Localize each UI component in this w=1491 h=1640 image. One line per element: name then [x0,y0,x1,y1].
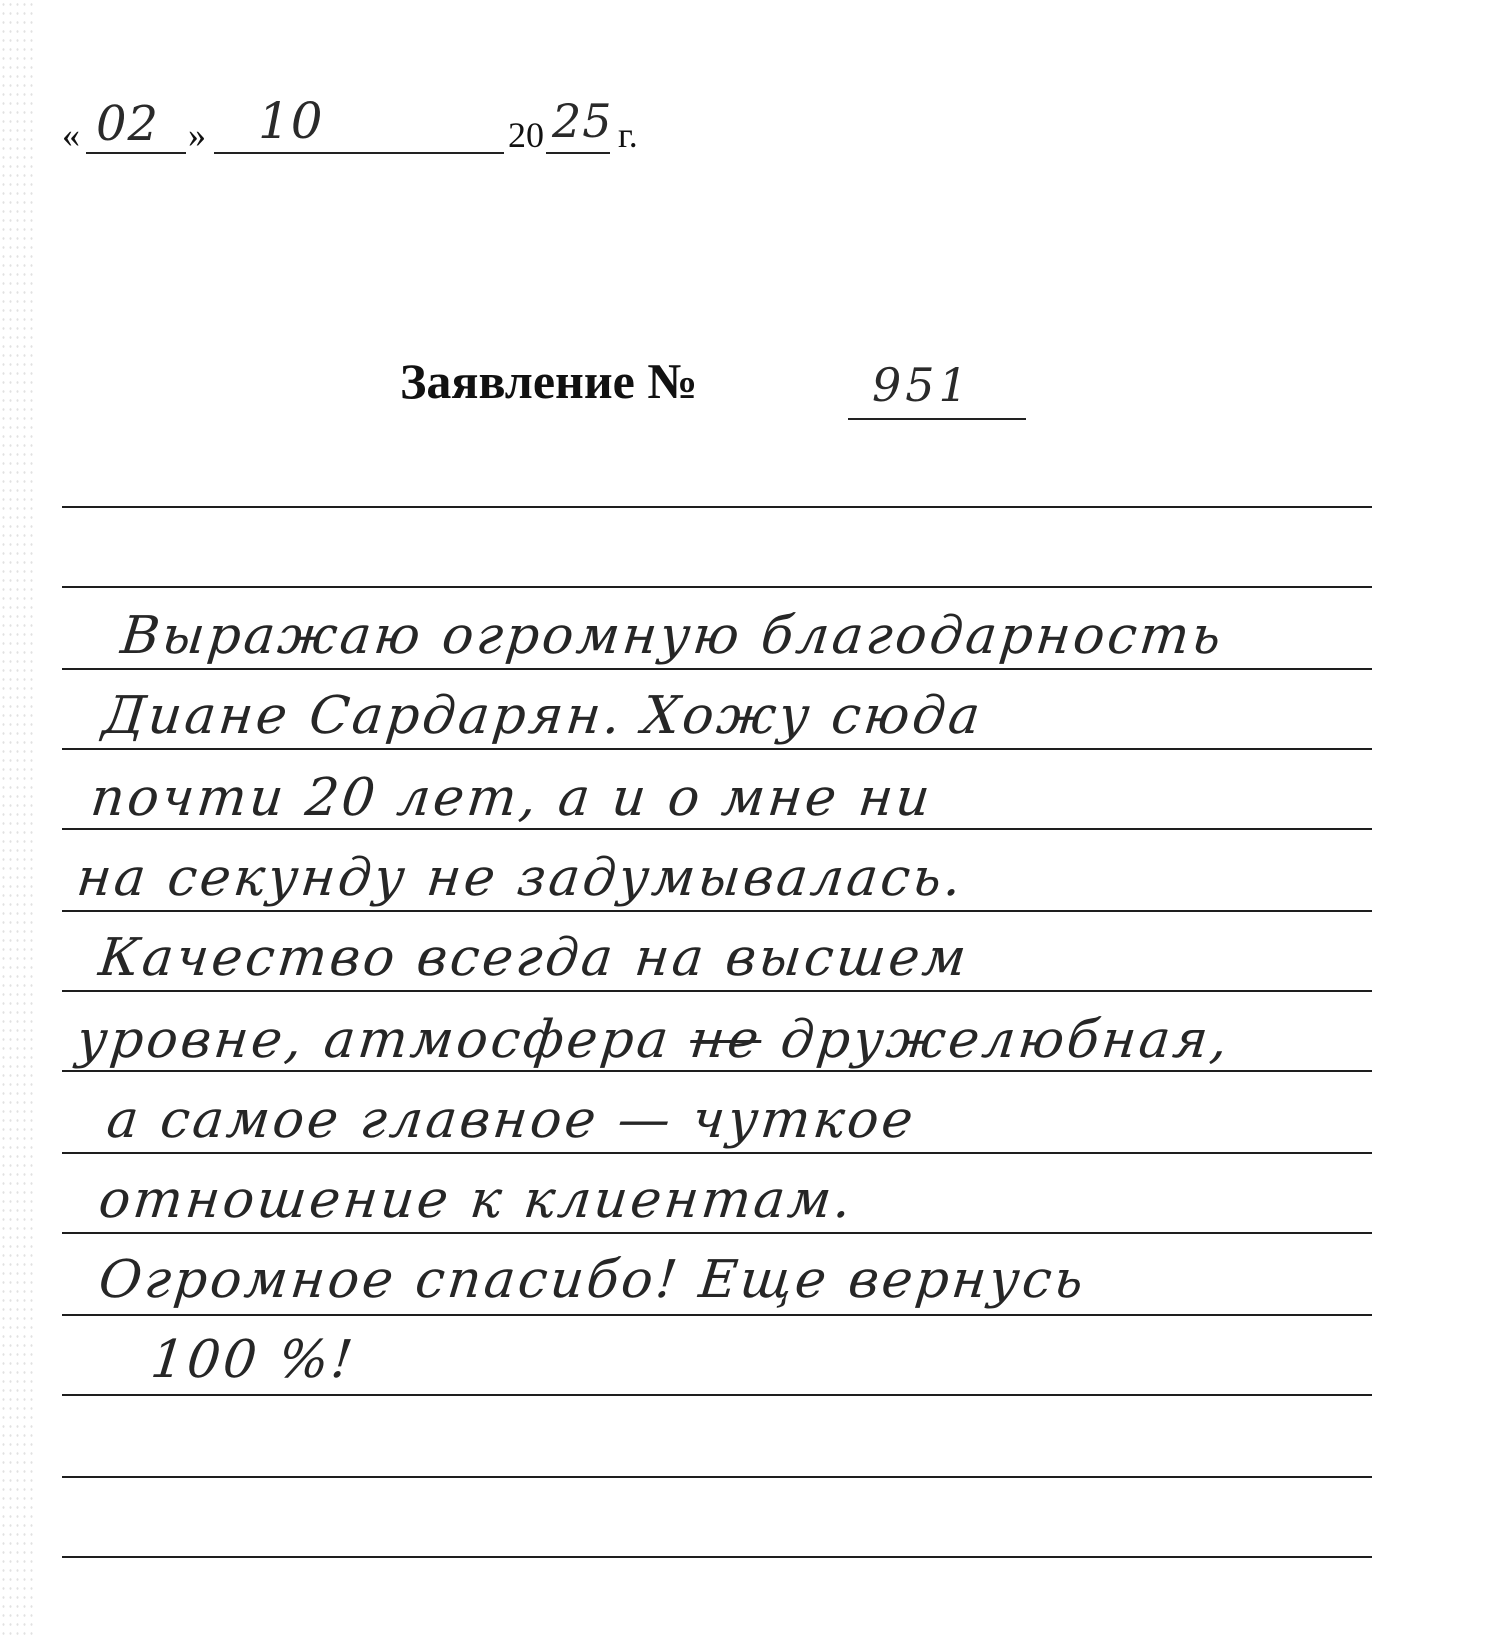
date-open-quote: « [62,115,80,155]
title-label: Заявление № [400,353,698,409]
struck-out-word: не [687,1010,765,1070]
ruled-line [62,1152,1372,1154]
date-month: 10 [258,92,324,150]
day-underline [86,152,186,154]
ruled-line [62,828,1372,830]
ruled-line [62,586,1372,588]
line-6-text: уровне, атмосфера [74,1010,675,1070]
title-number-underline [848,418,1026,420]
title-number: 951 [872,358,972,412]
handwritten-line-3: почти 20 лет, а и о мне ни [88,768,936,828]
ruled-line [62,1556,1372,1558]
date-day: 02 [96,96,160,152]
ruled-line [62,506,1372,508]
date-year-prefix: 20 [508,115,544,155]
date-line [62,92,702,162]
handwritten-line-1: Выражаю огромную благодарность [118,606,1227,666]
ruled-line [62,668,1372,670]
ruled-line [62,1394,1372,1396]
statement-title [400,352,1040,432]
handwritten-line-4: на секунду не задумывалась. [74,848,967,908]
year-underline [546,152,610,154]
ruled-line [62,1314,1372,1316]
ruled-line [62,1476,1372,1478]
handwritten-line-10: 100 %! [148,1330,359,1390]
ruled-line [62,910,1372,912]
handwritten-line-8: отношение к клиентам. [96,1170,857,1230]
month-underline [214,152,504,154]
handwritten-line-2: Диане Сардарян. Хожу сюда [100,686,986,746]
handwritten-line-6 [74,1010,1233,1070]
date-close-quote: » [188,115,206,155]
handwritten-line-9: Огромное спасибо! Еще вернусь [96,1250,1089,1310]
handwritten-line-5: Качество всегда на высшем [96,928,972,988]
ruled-line [62,1070,1372,1072]
date-year: 25 [552,94,613,148]
line-6-rest: дружелюбная, [777,1010,1234,1070]
ruled-line [62,748,1372,750]
ruled-line [62,1232,1372,1234]
ruled-line [62,990,1372,992]
date-year-suffix: г. [618,115,638,155]
scan-noise [0,0,34,1640]
handwritten-line-7: а самое главное — чуткое [104,1090,919,1150]
